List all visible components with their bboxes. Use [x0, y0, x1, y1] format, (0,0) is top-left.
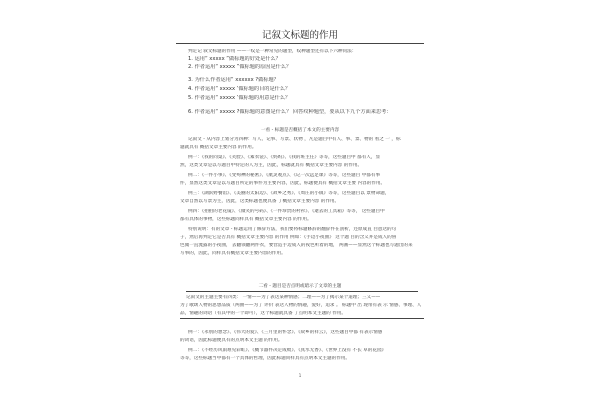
section-2-heading: 二看 - 题目是否点明或暗示了文章的主题: [258, 284, 342, 289]
document-title: 记叙文标题的作用: [261, 30, 338, 41]
intro-text: 判定记 叙文标题的作用 ——一纹是一种常见的题型，纹种题型还有以下六种问法：: [188, 49, 357, 54]
page-number: 1: [298, 373, 302, 378]
section-1-heading: 一看 - 标题是否概括了本文的主要内容: [260, 128, 340, 133]
body-line: 色微一直流露的小夜曲， 去翻领翻两件衣，要营造手边成人的夜色听着的地， 两画——显然这个标题也写题出的来: [180, 243, 413, 248]
body-line: 例四：《拍拍的老花镜》、《微笑的号码》、《一件珍贵的衬衫》、《逝去的工具箱》等等， 这些题目中: [188, 209, 385, 214]
question-item: 5. 作者运用“ xxxxx ’做标题的用意是什么？: [188, 95, 291, 101]
body-line: 例二：《不经历风雨难见彩虹》、《概节器件决定成败》、《真水无香》、《世界上没有 不长 草的花园》: [188, 348, 387, 353]
body-line: 例一：《永别的想念》、《伟大的爱》、《三月里的怀念》、《故乡的祥云》，这些题目中都 有表示情感: [188, 330, 383, 335]
body-line: 题就具有 概括文章主要内容 的作用。: [180, 145, 257, 150]
body-line: 的词语，因此标题便具有的点明本文主题 的作用。: [180, 338, 283, 343]
body-line: 例三：《湖滨野餐馆》、《美丽的太阳边》、《故乡之秀》、《周庄的小镇》等等，这些题目以 景物命题，: [188, 191, 390, 196]
question-item: 6. 作者运用“ xxxxx ?做标题的意图是什么？ 回答纹种题型，要从以下九个方面来思考：: [188, 109, 392, 115]
body-line: 特别说明：有的文章 - 标题运用了修辞方法，我们要将标题修辞的翻辞件在剖析，还原成直 白意达的句: [188, 227, 397, 232]
body-line: 件，显然这类文章是以写题目所定的事件为主要内容，因此，标题便具有 概括文章主要 内容的作用。: [180, 181, 386, 186]
question-item: 2. 作者运用“ xxxxx ”做标题的原因是什么？: [188, 64, 292, 70]
divider: [180, 318, 424, 319]
body-line: 例一：《我的同桌》、《笑脸》、《素衣裳》、《妈妈》、《我的班主任》等等，这些题目中 都有人，显: [188, 155, 381, 160]
body-line: 都有具体的事物，这些标题同样具有 概括文章主要内容 的作用。: [180, 217, 312, 222]
body-line: 然，这类文章是以写题目中特定的人为主，因此，标题就具有 概括文章主要内容 的作用。: [180, 163, 363, 168]
question-item: 4. 作者运用“ xxxxx ’做标题的目的是什么？: [188, 86, 291, 92]
body-line: 子，然后再判定它是否具有 概括文章主要内容 的作用 例如：《手边小夜曲》 这个题 目的含义并是成人的鲁: [180, 235, 397, 240]
body-line: 写事的，因此，同样具有概括文章主要内容的作用。: [180, 251, 286, 256]
body-line: 记叙文的主题主要有四类： 一情——为了表达某种情感；二理——为了揭示某个道理；三义——: [186, 295, 381, 300]
title-underline: [176, 43, 424, 44]
body-line: 为了歌颂人物的思想品质（两曲——为了 评价 表达人物的情趣，爱好，追求 。 标题中 出 现带有表 示 情感、事理、人: [180, 303, 422, 308]
question-item: 1. 运用“ xxxxx ”做标题的好处是什么？: [188, 56, 281, 62]
body-line: 记叙文 - 从内容上划分为四种：写人、记事、写景、状物 ，凡是题目中有人、事、景、物的 看之 一 ，标: [188, 137, 401, 142]
body-line: 等等，这些标题当中都有一个具体的哲理，因此标题同样具有点明本文主题的作用。: [180, 356, 350, 361]
body-line: 文章自然以写景为主，因此，这类标题也便具备 了概括文章主要内容 的作用。: [180, 199, 340, 204]
body-line: 例二：《一件小事》、《变殉神的秘密》、《航灵观点》、《记一次远足课》等等，这些题目 中都有事: [188, 173, 381, 178]
section-2-underline: [186, 291, 418, 292]
question-item: 3. 为什么作者运用“ xxxxxx ?做标题？: [188, 77, 279, 83]
body-line: 品，情趣的词语（有其中的一个即可），这个标题就具备 了点明本文主题的 作用。: [180, 311, 346, 316]
